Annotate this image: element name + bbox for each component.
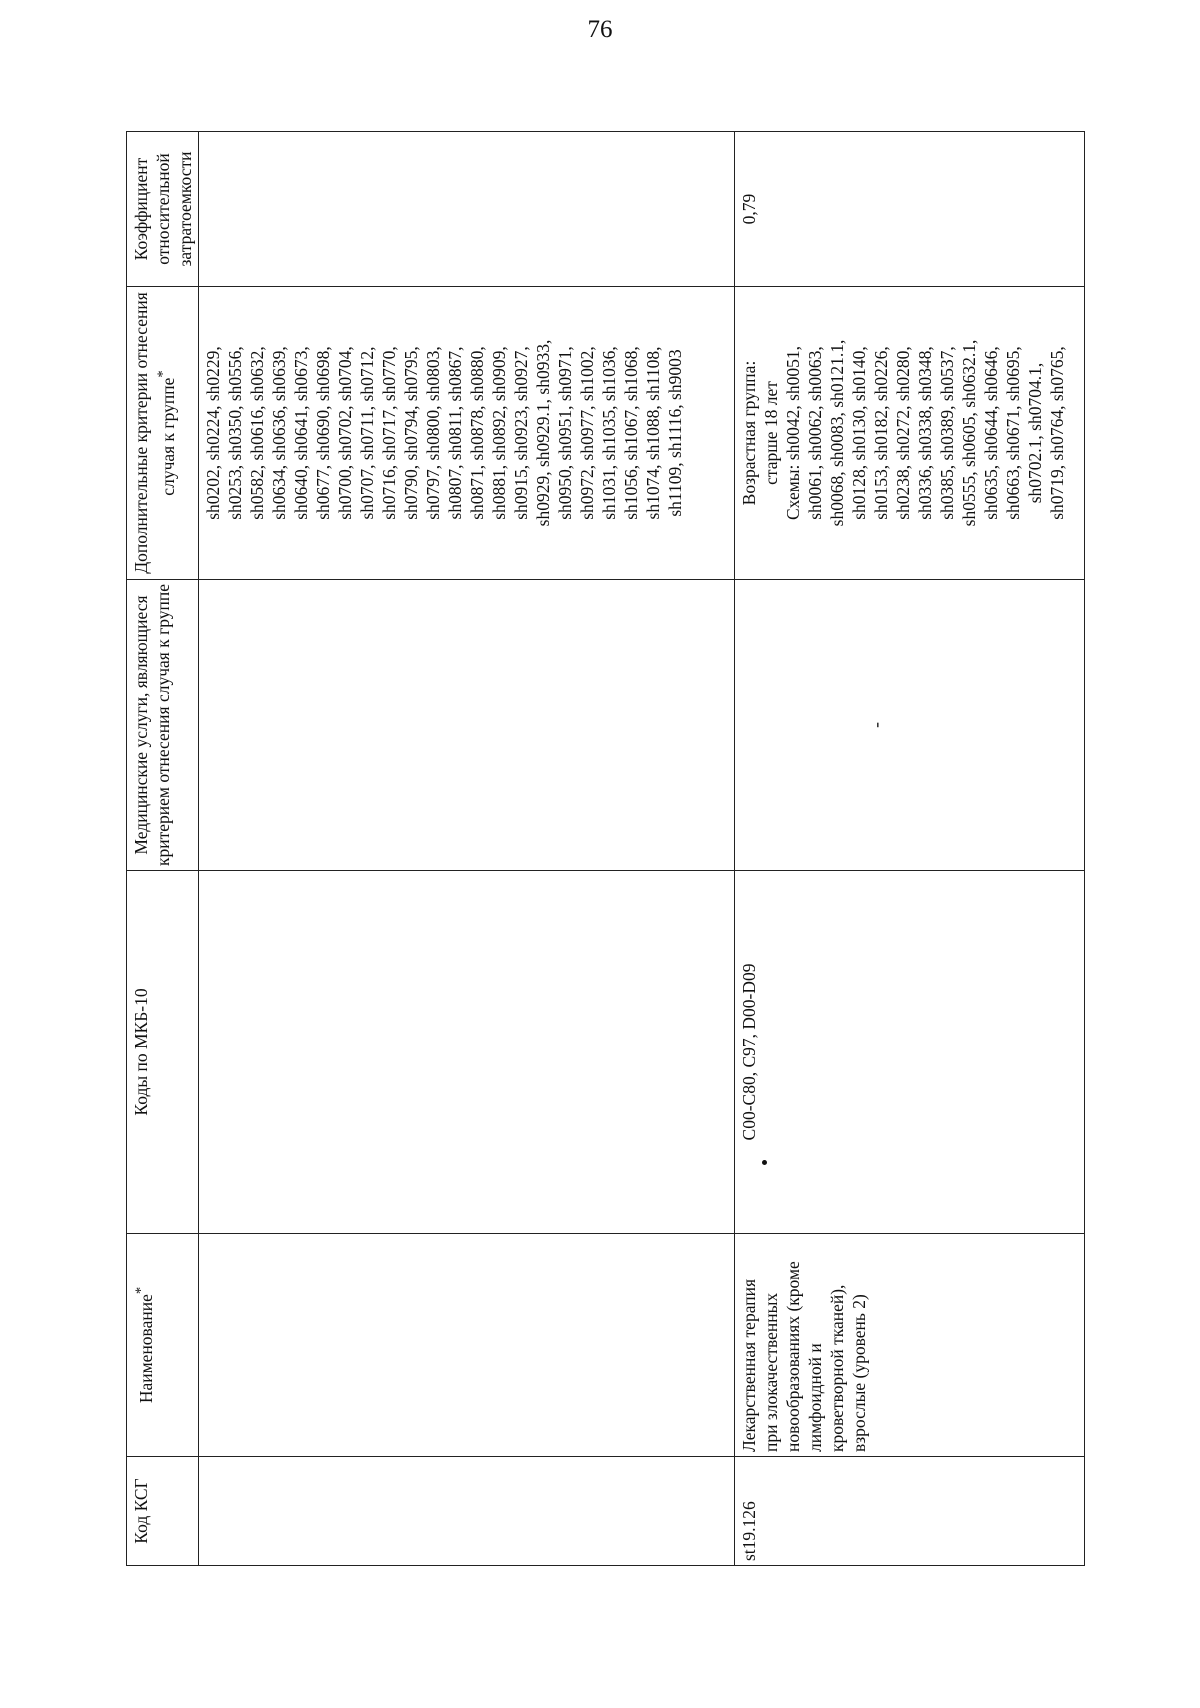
ksg-code: st19.126 [739, 1501, 759, 1561]
cell-services-continuation [199, 580, 735, 871]
cell-code [735, 1457, 1085, 1566]
criteria-line: sh0061, sh0062, sh0063, [805, 346, 825, 520]
header-name-footnote: * [133, 1286, 149, 1295]
criteria-line: sh0555, sh0605, sh0632.1, [959, 339, 979, 527]
name-line: лимфоидной и [805, 1343, 825, 1452]
header-name-text: Наименование [135, 1294, 156, 1404]
criteria-line: sh1074, sh1088, sh1108, [643, 346, 663, 520]
criteria-line: sh0707, sh0711, sh0712, [357, 346, 377, 520]
criteria-line: sh0929, sh0929.1, sh0933, [533, 339, 553, 527]
criteria-line: sh0336, sh0338, sh0348, [915, 346, 935, 520]
cell-name-continuation [199, 1234, 735, 1457]
header-services [127, 580, 199, 871]
header-services-text: Медицинские услуги, являющиеся критерием отнесения случая к группе [131, 583, 173, 867]
page-number: 76 [587, 16, 613, 43]
stray-dot-mark [762, 1160, 767, 1165]
cell-coefficient [735, 132, 1085, 287]
cell-criteria-continuation [199, 287, 735, 580]
name-line: при злокачественных [761, 1292, 781, 1452]
cell-code-continuation [199, 1457, 735, 1566]
criteria-line: старше 18 лет [761, 381, 781, 485]
header-name [127, 1234, 199, 1457]
criteria-line: sh0972, sh0977, sh1002, [577, 346, 597, 520]
criteria-line: sh0677, sh0690, sh0698, [313, 346, 333, 520]
name-line: взрослые (уровень 2) [849, 1294, 869, 1452]
name-line: кроветворной тканей), [827, 1284, 847, 1452]
coefficient-value: 0,79 [739, 193, 759, 225]
criteria-list [735, 287, 1068, 579]
criteria-line: Схемы: sh0042, sh0051, [783, 345, 803, 521]
criteria-line: sh0153, sh0182, sh0226, [871, 346, 891, 520]
ksg-table [126, 131, 1085, 1566]
services-dash: - [866, 722, 886, 728]
cell-name [735, 1234, 1085, 1457]
criteria-line: sh0700, sh0702, sh0704, [335, 346, 355, 520]
criteria-line: sh0881, sh0892, sh0909, [489, 346, 509, 520]
criteria-line: sh0915, sh0923, sh0927, [511, 346, 531, 520]
criteria-line: sh0640, sh0641, sh0673, [291, 346, 311, 520]
criteria-list-continuation [199, 287, 686, 579]
criteria-line: sh0635, sh0644, sh0646, [981, 346, 1001, 520]
header-coefficient-text: Коэффициент относительной затратоемкости [131, 151, 195, 267]
criteria-line: sh1056, sh1067, sh1068, [621, 346, 641, 520]
criteria-line: sh0702.1, sh0704.1, [1025, 362, 1045, 504]
table-row-st19-126 [735, 132, 1085, 1566]
criteria-line: sh0238, sh0272, sh0280, [893, 346, 913, 520]
name-line: Лекарственная терапия [739, 1278, 759, 1452]
cell-coefficient-continuation [199, 132, 735, 287]
criteria-line: Возрастная группа: [739, 360, 759, 506]
header-criteria-footnote: * [155, 370, 171, 378]
header-criteria [127, 287, 199, 580]
criteria-line: sh1031, sh1035, sh1036, [599, 346, 619, 520]
mkb-codes: C00-C80, C97, D00-D09 [739, 963, 759, 1141]
criteria-line: sh0716, sh0717, sh0770, [379, 346, 399, 520]
header-mkb-text: Коды по МКБ-10 [131, 988, 151, 1116]
ksg-table-rotated [126, 138, 1084, 1566]
cell-services [735, 580, 1085, 871]
criteria-line: sh1109, sh1116, sh9003 [665, 349, 685, 517]
header-coefficient [127, 132, 199, 287]
name-line: новообразованиях (кроме [783, 1261, 803, 1452]
criteria-line: sh0634, sh0636, sh0639, [269, 346, 289, 520]
header-criteria-text: Дополнительные критерии отнесения случая к группе [131, 292, 178, 574]
ksg-name [735, 1234, 870, 1456]
criteria-line: sh0582, sh0616, sh0632, [247, 346, 267, 520]
table-row-continuation [199, 132, 735, 1566]
criteria-line: sh0663, sh0671, sh0695, [1003, 346, 1023, 520]
cell-criteria [735, 287, 1085, 580]
cell-mkb [735, 871, 1085, 1234]
criteria-line: sh0807, sh0811, sh0867, [445, 346, 465, 520]
criteria-line: sh0128, sh0130, sh0140, [849, 346, 869, 520]
criteria-line: sh0719, sh0764, sh0765, [1047, 346, 1067, 520]
criteria-line: sh0950, sh0951, sh0971, [555, 346, 575, 520]
criteria-line: sh0790, sh0794, sh0795, [401, 346, 421, 520]
criteria-line: sh0253, sh0350, sh0556, [225, 346, 245, 520]
criteria-line: sh0797, sh0800, sh0803, [423, 346, 443, 520]
criteria-line: sh0871, sh0878, sh0880, [467, 346, 487, 520]
criteria-line: sh0068, sh0083, sh0121.1, [827, 339, 847, 527]
cell-mkb-continuation [199, 871, 735, 1234]
header-mkb [127, 871, 199, 1234]
header-code-text: Код КСГ [131, 1478, 151, 1544]
header-code [127, 1457, 199, 1566]
criteria-line: sh0385, sh0389, sh0537, [937, 346, 957, 520]
criteria-line: sh0202, sh0224, sh0229, [203, 346, 223, 520]
table-header-row [127, 132, 199, 1566]
